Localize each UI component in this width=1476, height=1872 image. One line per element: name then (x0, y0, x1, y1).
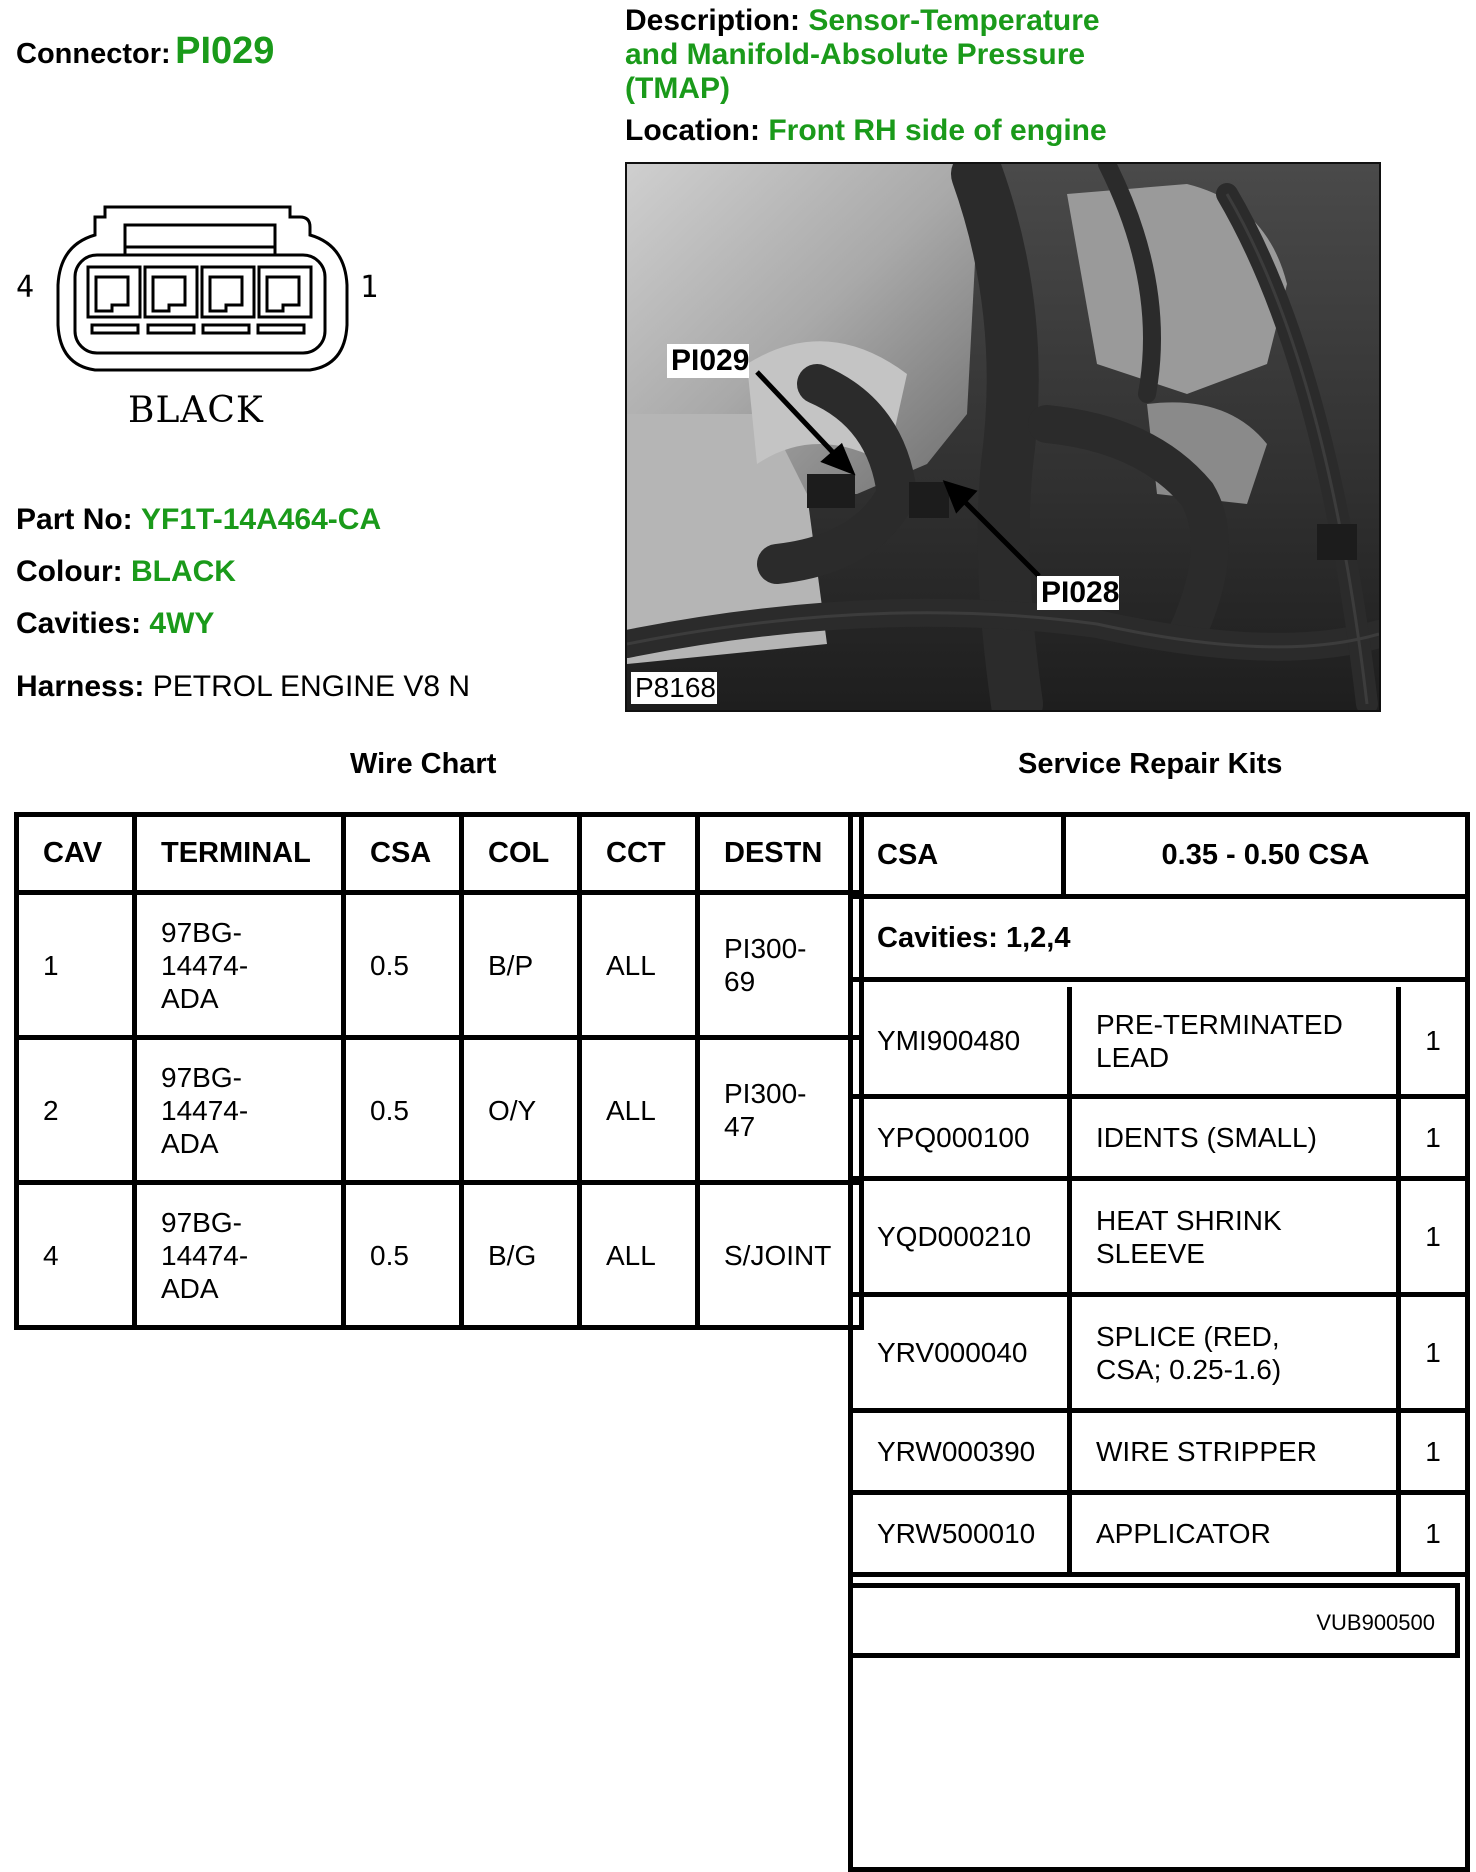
part-number-value: YF1T-14A464-CA (141, 503, 382, 536)
cell-cct: ALL (582, 895, 700, 1040)
cell-csa: 0.5 (346, 1185, 464, 1330)
cell-cct: ALL (582, 1185, 700, 1330)
kit-part-number: YRW000390 (853, 1413, 1072, 1495)
connector-face-diagram (10, 205, 390, 450)
kit-part-number: YRV000040 (853, 1297, 1072, 1413)
cell-destn: PI300- 47 (700, 1040, 864, 1185)
harness-value: PETROL ENGINE V8 N (152, 670, 471, 703)
table-row (853, 1495, 1465, 1577)
wire-chart-header-row (19, 817, 864, 895)
colour-row (16, 555, 236, 589)
kit-description: IDENTS (SMALL) (1072, 1099, 1401, 1181)
colour-label: Colour: (16, 555, 123, 588)
table-row (853, 1099, 1465, 1181)
cavities-row (16, 607, 214, 641)
connector-label: Connector: (16, 38, 171, 70)
cavities-value: 4WY (149, 607, 215, 640)
colour-value: BLACK (130, 555, 236, 588)
cell-destn: PI300- 69 (700, 895, 864, 1040)
cell-col: O/Y (464, 1040, 582, 1185)
kit-cavities-row: Cavities: 1,2,4 (853, 899, 1465, 982)
header-csa: CSA (346, 817, 464, 895)
cell-terminal: 97BG- 14474- ADA (137, 895, 346, 1040)
cell-terminal: 97BG- 14474- ADA (137, 1185, 346, 1330)
kit-part-number: YMI900480 (853, 987, 1072, 1099)
engine-location-photo (625, 162, 1381, 712)
kit-part-number: YQD000210 (853, 1181, 1072, 1297)
kit-description: PRE-TERMINATED LEAD (1072, 987, 1401, 1099)
callout-pi028: PI028 (1041, 576, 1120, 609)
header-terminal: TERMINAL (137, 817, 346, 895)
cell-terminal: 97BG- 14474- ADA (137, 1040, 346, 1185)
pin-number-right: 1 (360, 270, 379, 305)
document-code: VUB900500 (1316, 1610, 1435, 1635)
kit-description: APPLICATOR (1072, 1495, 1401, 1577)
cell-cav: 2 (19, 1040, 137, 1185)
cell-col: B/G (464, 1185, 582, 1330)
table-row (853, 987, 1465, 1099)
connector-id: PI029 (175, 30, 275, 72)
kit-description: HEAT SHRINK SLEEVE (1072, 1181, 1401, 1297)
kit-csa-value: 0.35 - 0.50 CSA (1161, 839, 1370, 871)
kit-csa-label: CSA (853, 817, 1066, 894)
kit-quantity: 1 (1401, 1495, 1465, 1577)
table-row (19, 1040, 864, 1185)
header-col: COL (464, 817, 582, 895)
kit-quantity: 1 (1401, 1297, 1465, 1413)
cell-csa: 0.5 (346, 1040, 464, 1185)
part-number-label: Part No: (16, 503, 133, 536)
wire-chart-table (14, 812, 864, 1330)
engine-photo-image (627, 164, 1379, 710)
description-label: Description: (625, 4, 801, 37)
cell-csa: 0.5 (346, 895, 464, 1040)
kit-part-number: YRW500010 (853, 1495, 1072, 1577)
location-value: Front RH side of engine (768, 114, 1107, 147)
location-label: Location: (625, 114, 760, 147)
table-row (19, 895, 864, 1040)
header-cct: CCT (582, 817, 700, 895)
description-block (625, 4, 1107, 148)
repair-kits-panel (848, 812, 1470, 1872)
description-line-1: Sensor-Temperature (808, 4, 1100, 37)
callout-pi029: PI029 (671, 344, 750, 377)
table-row (853, 1181, 1465, 1297)
cell-cct: ALL (582, 1040, 700, 1185)
photo-id-label: P8168 (635, 672, 716, 703)
connector-colour-caption: BLACK (128, 390, 264, 431)
kit-footer-box (848, 1583, 1460, 1658)
cell-cav: 1 (19, 895, 137, 1040)
cell-col: B/P (464, 895, 582, 1040)
kit-quantity: 1 (1401, 1099, 1465, 1181)
kit-csa-row (853, 817, 1465, 899)
kit-part-number: YPQ000100 (853, 1099, 1072, 1181)
description-line-2: and Manifold-Absolute Pressure (625, 38, 1086, 71)
table-row (853, 1413, 1465, 1495)
header-destn: DESTN (700, 817, 864, 895)
kit-description: SPLICE (RED, CSA; 0.25-1.6) (1072, 1297, 1401, 1413)
pin-number-left: 4 (16, 270, 35, 305)
kit-quantity: 1 (1401, 1181, 1465, 1297)
header-cav: CAV (19, 817, 137, 895)
table-row (19, 1185, 864, 1330)
harness-row (16, 670, 470, 704)
part-number-row (16, 503, 381, 537)
kit-items-table (853, 987, 1465, 1577)
kit-description: WIRE STRIPPER (1072, 1413, 1401, 1495)
kit-quantity: 1 (1401, 1413, 1465, 1495)
repair-kits-title: Service Repair Kits (1018, 748, 1283, 780)
cavities-label: Cavities: (16, 607, 142, 640)
connector-heading (16, 30, 274, 73)
wire-chart-title: Wire Chart (350, 748, 497, 780)
kit-quantity: 1 (1401, 987, 1465, 1099)
description-line-3: (TMAP) (625, 72, 730, 105)
cell-cav: 4 (19, 1185, 137, 1330)
harness-label: Harness: (16, 670, 145, 703)
table-row (853, 1297, 1465, 1413)
cell-destn: S/JOINT (700, 1185, 864, 1330)
